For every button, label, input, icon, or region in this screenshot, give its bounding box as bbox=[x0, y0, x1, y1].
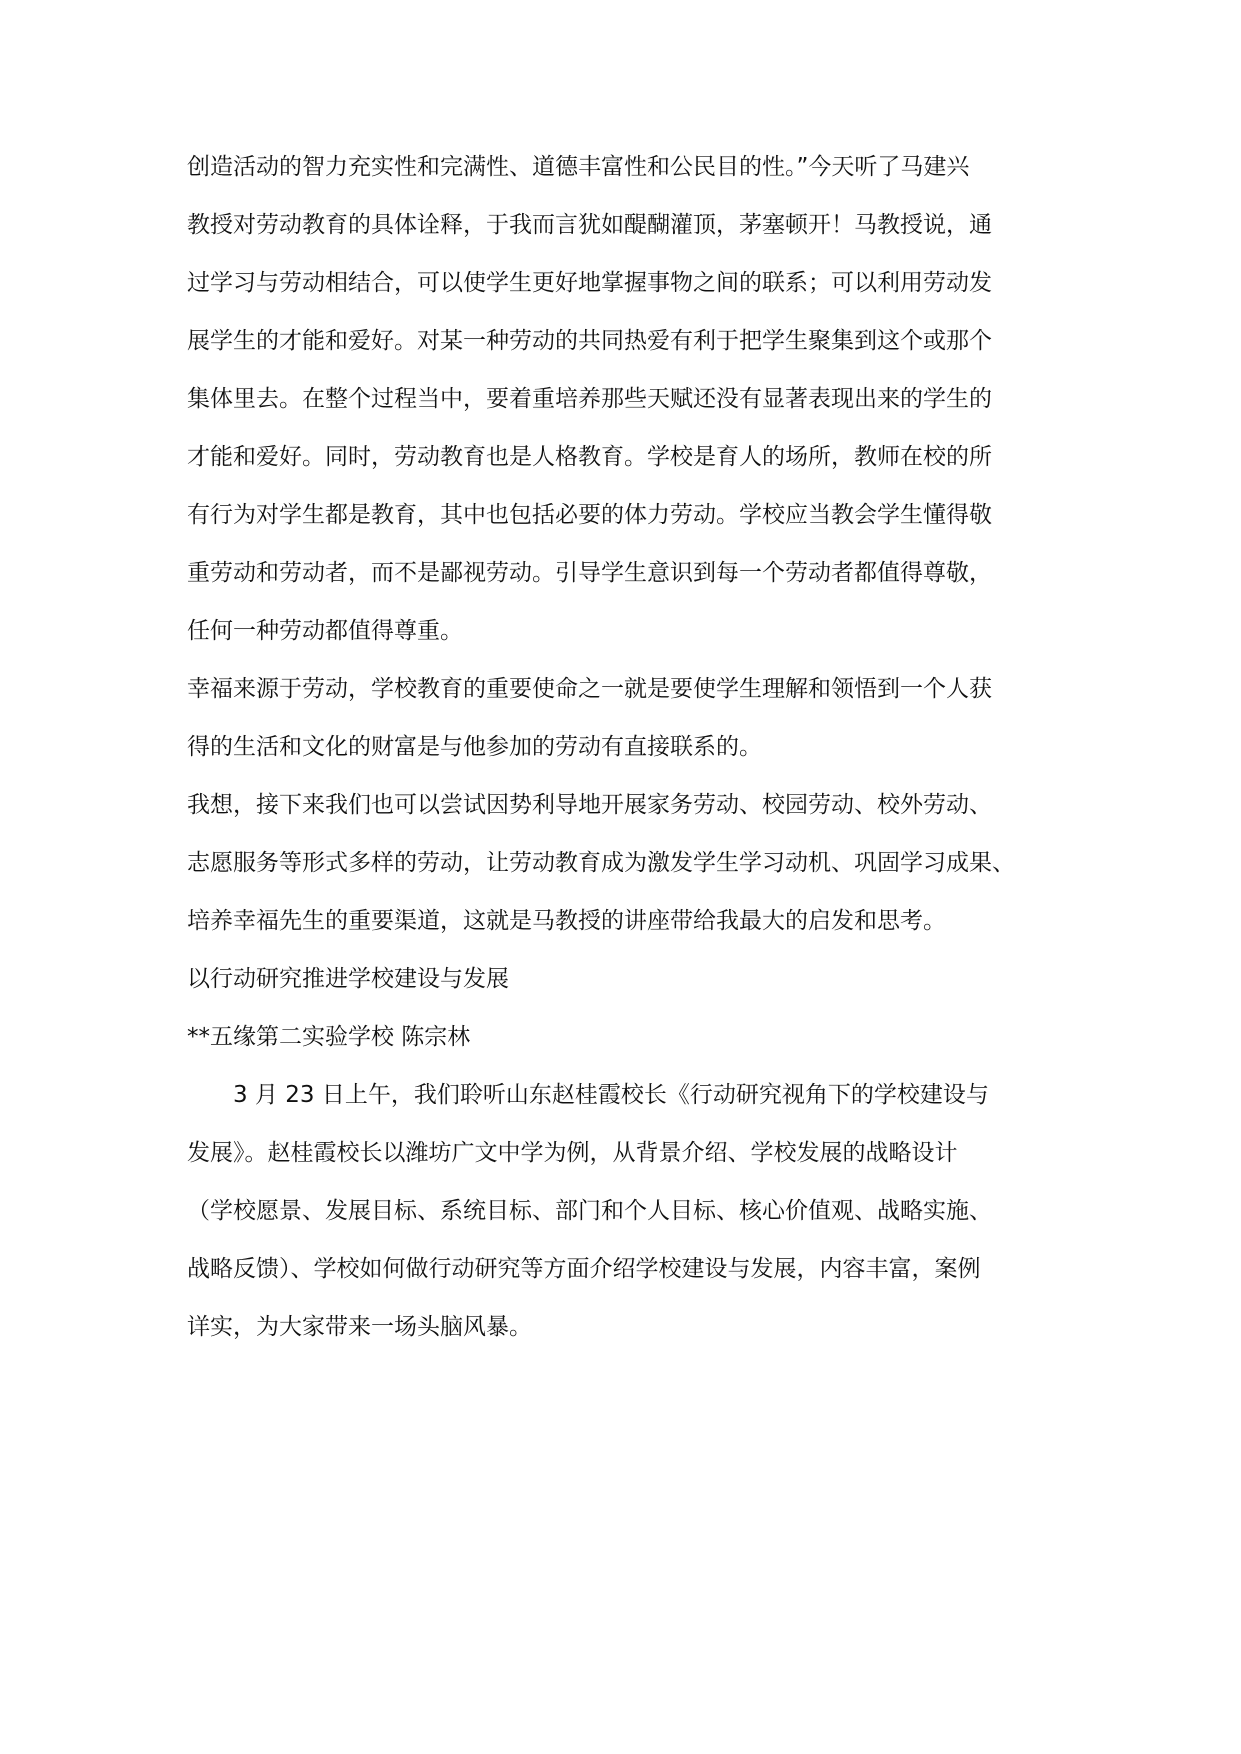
text-line: 战略反馈）、学校如何做行动研究等方面介绍学校建设与发展，内容丰富，案例 bbox=[187, 1256, 981, 1282]
text-line: 创造活动的智力充实性和完满性、道德丰富性和公民目的性。”今天听了马建兴 bbox=[187, 154, 970, 180]
section-heading: 以行动研究推进学校建设与发展 bbox=[187, 966, 509, 992]
text-line: 幸福来源于劳动，学校教育的重要使命之一就是要使学生理解和领悟到一个人获 bbox=[187, 676, 992, 702]
text-line: 有行为对学生都是教育，其中也包括必要的体力劳动。学校应当教会学生懂得敬 bbox=[187, 502, 992, 528]
text-line: 详实，为大家带来一场头脑风暴。 bbox=[187, 1314, 532, 1340]
text-line: 才能和爱好。同时，劳动教育也是人格教育。学校是育人的场所，教师在校的所 bbox=[187, 444, 992, 470]
text-line: 得的生活和文化的财富是与他参加的劳动有直接联系的。 bbox=[187, 734, 762, 760]
text-line: 任何一种劳动都值得尊重。 bbox=[187, 618, 463, 644]
text-line: 教授对劳动教育的具体诠释，于我而言犹如醍醐灌顶，茅塞顿开！马教授说，通 bbox=[187, 212, 992, 238]
text-line: 志愿服务等形式多样的劳动，让劳动教育成为激发学生学习动机、巩固学习成果、 bbox=[187, 850, 1015, 876]
author-line: **五缘第二实验学校 陈宗林 bbox=[187, 1024, 471, 1050]
text-line: 我想，接下来我们也可以尝试因势利导地开展家务劳动、校园劳动、校外劳动、 bbox=[187, 792, 992, 818]
text-line: 重劳动和劳动者，而不是鄙视劳动。引导学生意识到每一个劳动者都值得尊敬， bbox=[187, 560, 992, 586]
text-line: 集体里去。在整个过程当中，要着重培养那些天赋还没有显著表现出来的学生的 bbox=[187, 386, 992, 412]
text-line: （学校愿景、发展目标、系统目标、部门和个人目标、核心价值观、战略实施、 bbox=[187, 1198, 992, 1224]
text-line: 过学习与劳动相结合，可以使学生更好地掌握事物之间的联系；可以利用劳动发 bbox=[187, 270, 992, 296]
text-line: 培养幸福先生的重要渠道，这就是马教授的讲座带给我最大的启发和思考。 bbox=[187, 908, 946, 934]
text-line: 发展》。赵桂霞校长以潍坊广文中学为例，从背景介绍、学校发展的战略设计 bbox=[187, 1140, 958, 1166]
text-line: 3 月 23 日上午，我们聆听山东赵桂霞校长《行动研究视角下的学校建设与 bbox=[233, 1082, 989, 1108]
text-line: 展学生的才能和爱好。对某一种劳动的共同热爱有利于把学生聚集到这个或那个 bbox=[187, 328, 992, 354]
